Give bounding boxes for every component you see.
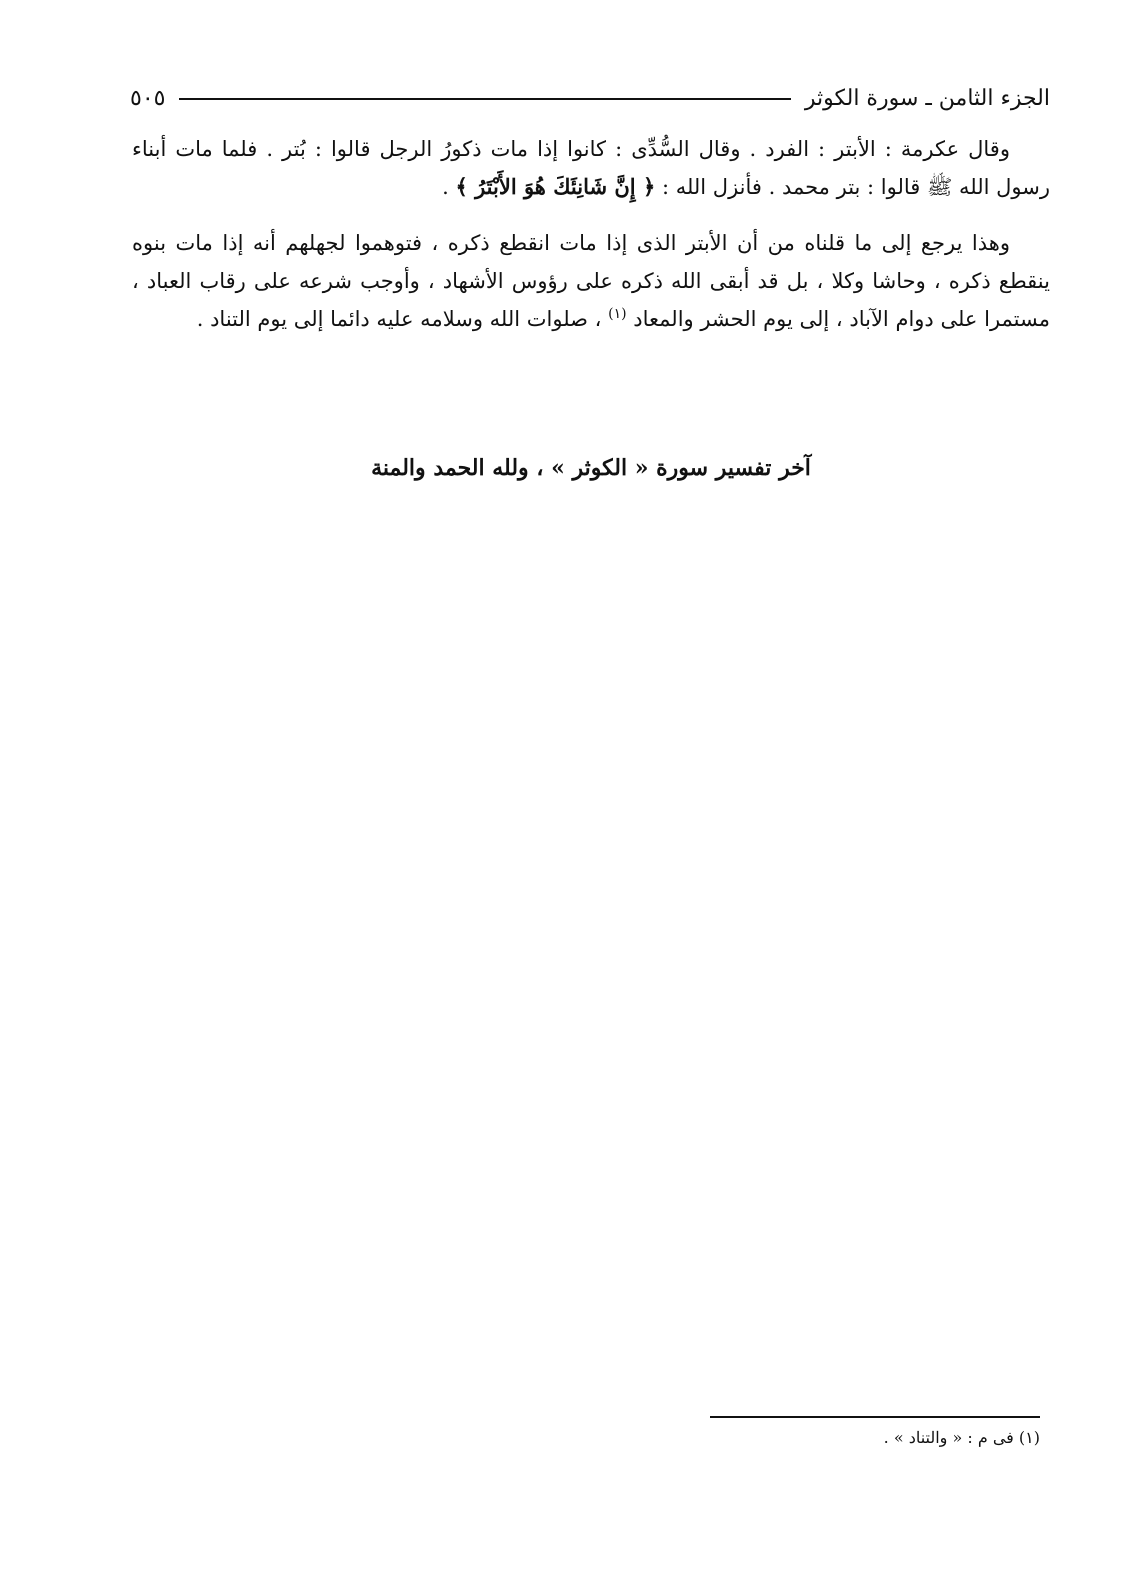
page-number: ٥٠٥ (130, 85, 166, 111)
quran-verse: ﴿ إِنَّ شَانِئَكَ هُوَ الأَبْتَرُ ﴾ (455, 174, 656, 199)
paragraph-2-end: ، صلوات الله وسلامه عليه دائما إلى يوم التناد . (196, 307, 609, 331)
paragraph-1-end: . (442, 175, 456, 199)
paragraph-1 (132, 130, 1050, 206)
header-rule (179, 98, 790, 100)
paragraph-2-text: وهذا يرجع إلى ما قلناه من أن الأبتر الذى إذا مات انقطع ذكره ، فتوهموا لجهلهم أنه إذا مات بنوه ينقطع ذكره ، وحاشا وكلا ، بل قد أبقى الله ذكره على رؤوس الأشهاد ، وأوجب شرعه على رقاب العباد ، مستمرا على دوام الآباد ، إلى يوم الحشر والمعاد (132, 231, 1050, 331)
footnote-rule (710, 1416, 1040, 1418)
body-text (132, 130, 1050, 356)
paragraph-1-text: وقال عكرمة : الأبتر : الفرد . وقال السُّدِّى : كانوا إذا مات ذكورُ الرجل قالوا : بُتر . فلما مات أبناء رسول الله ﷺ قالوا : بتر محمد . فأنزل الله : (132, 137, 1050, 199)
running-title: الجزء الثامن ـ سورة الكوثر (804, 85, 1050, 111)
footnote: (١) فى م : « والتناد » . (883, 1428, 1040, 1447)
footnote-reference: (١) (608, 306, 627, 322)
surah-closing-line: آخر تفسير سورة « الكوثر » ، ولله الحمد والمنة (371, 455, 811, 481)
paragraph-2 (132, 224, 1050, 338)
running-header (130, 78, 1050, 118)
